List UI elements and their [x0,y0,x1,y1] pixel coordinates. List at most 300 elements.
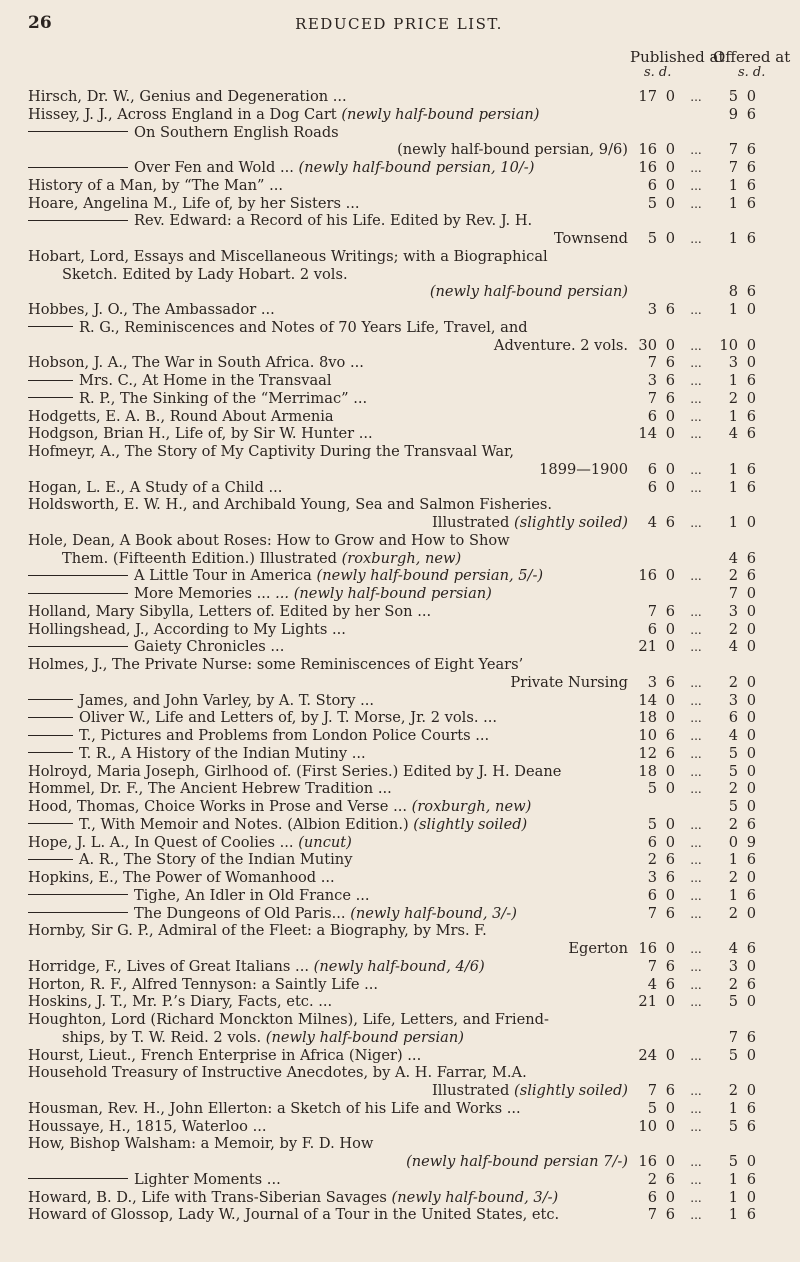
published-shillings: 3 [647,869,657,886]
binding-note: (slightly soiled) [514,1082,628,1099]
entry-title: T. R., A History of the Indian Mutiny ... [79,744,366,762]
entry-title: (newly half-bound persian, 9/6) [397,141,628,159]
leader-dots: ... [690,90,702,104]
published-pence: 0 [665,638,675,656]
published-pence: 0 [665,1046,675,1064]
published-shillings: 21 [638,638,657,656]
entry-title: Holroyd, Maria Joseph, Girlhood of. (First Series.) Edited by J. H. Deane [28,762,562,780]
binding-note: ... (newly half-bound persian) [275,585,492,602]
published-shillings: 6 [647,886,657,904]
published-shillings: 16 [638,159,657,176]
published-shillings: 7 [647,354,657,372]
ditto-dash [28,167,128,168]
offered-shillings: 2 [728,389,738,407]
entry-title: Hopkins, E., The Power of Womanhood ... [28,869,335,886]
leader-dots: ... [690,853,702,868]
ditto-dash [28,752,73,753]
offered-pence: 0 [746,354,756,372]
leader-dots: ... [690,374,702,388]
offered-shillings: 7 [728,141,738,159]
binding-note: (newly half-bound persian) [265,1028,464,1046]
offered-shillings: 1 [728,886,738,904]
published-shillings: 3 [647,673,657,691]
entry-title: Horton, R. F., Alfred Tennyson: a Saintly Life ... [28,975,379,993]
published-shillings: 30 [638,336,657,354]
published-shillings: 5 [647,230,657,247]
leader-dots: ... [690,516,702,530]
entry-title: Illustrated [432,514,510,531]
binding-note: (slightly soiled) [413,815,528,833]
leader-dots: ... [690,782,702,797]
published-shillings: 12 [638,744,657,762]
offered-shillings: 1 [728,851,738,869]
ditto-dash [28,380,73,381]
published-shillings: 5 [647,815,657,833]
published-pence: 6 [665,1082,675,1099]
ditto-dash [28,575,128,576]
leader-dots: ... [690,764,702,779]
offered-shillings: 5 [728,88,738,105]
offered-shillings: 3 [728,602,738,620]
published-pence: 0 [665,88,675,105]
published-shillings: 7 [647,1206,657,1224]
offered-pence: 0 [746,798,756,815]
entry-title: Hommel, Dr. F., The Ancient Hebrew Tradition ... [28,780,392,798]
entry-title: Housman, Rev. H., John Ellerton: a Sketch of his Life and Works ... [28,1099,521,1117]
published-shillings: 2 [647,851,657,869]
offered-pence: 6 [746,549,756,567]
offered-shillings: 5 [728,798,738,815]
leader-dots: ... [690,338,702,353]
leader-dots: ... [690,427,702,442]
offered-shillings: 5 [728,1153,738,1170]
offered-pence: 0 [746,638,756,656]
offered-shillings: 5 [728,1117,738,1135]
offered-shillings: 3 [728,957,738,975]
published-shillings: 18 [638,762,657,780]
offered-pence: 0 [746,904,756,922]
leader-dots: ... [690,462,702,477]
leader-dots: ... [690,622,702,637]
leader-dots: ... [690,906,702,921]
leader-dots: ... [690,888,702,903]
entry-title: Houssaye, H., 1815, Waterloo ... [28,1117,267,1135]
published-pence: 6 [665,975,675,993]
offered-shillings: 1 [728,407,738,425]
offered-shillings: 2 [728,780,738,798]
published-shillings: 6 [647,407,657,425]
entry-title: Hodgetts, E. A. B., Round About Armenia [28,407,334,425]
offered-shillings: 1 [728,230,738,247]
offered-pence: 0 [746,389,756,407]
leader-dots: ... [690,746,702,761]
offered-pence: 0 [746,993,756,1011]
entry-title: Houghton, Lord (Richard Monckton Milnes), Life, Letters, and Friend- [28,1011,549,1028]
offered-shillings: 2 [728,620,738,638]
offered-pence: 6 [746,283,756,301]
entry-title: Rev. Edward: a Record of his Life. Edited by Rev. J. H. [134,212,533,230]
leader-dots: ... [690,569,702,584]
offered-pence: 6 [746,407,756,425]
ditto-dash [28,646,128,647]
ditto-dash [28,894,128,895]
offered-shillings: 1 [728,1206,738,1224]
ditto-dash [28,823,73,824]
leader-dots: ... [690,143,702,158]
offered-shillings: 5 [728,744,738,762]
published-pence: 6 [665,851,675,869]
entry-title: Hood, Thomas, Choice Works in Prose and Verse ... [28,798,407,815]
published-pence: 0 [665,762,675,780]
published-shillings: 3 [647,301,657,318]
leader-dots: ... [690,1048,702,1063]
entry-title: R. P., The Sinking of the “Merrimac” ... [79,389,368,407]
published-pence: 0 [665,691,675,709]
offered-shillings: 3 [728,354,738,372]
published-pence: 6 [665,602,675,620]
published-pence: 0 [665,407,675,425]
published-shillings: 16 [638,141,657,159]
published-shillings: 6 [647,176,657,194]
entry-title: A Little Tour in America [134,567,312,585]
page-header [28,13,770,37]
published-pence: 0 [665,1117,675,1135]
leader-dots: ... [690,232,702,246]
offered-shillings: 9 [728,105,738,123]
published-shillings: 14 [638,425,657,443]
published-shillings: 24 [638,1046,657,1064]
published-shillings: 7 [647,602,657,620]
binding-note: (slightly soiled) [514,514,628,531]
entry-title: Mrs. C., At Home in the Transvaal [79,372,332,389]
offered-shillings: 1 [728,1170,738,1188]
published-pence: 0 [665,176,675,194]
offered-pence: 0 [746,336,756,354]
published-shillings: 5 [647,194,657,212]
ditto-dash [28,1178,128,1179]
offered-shillings: 1 [728,460,738,478]
published-shillings: 10 [638,1117,657,1135]
entry-title: A. R., The Story of the Indian Mutiny [79,851,353,869]
published-shillings: 6 [647,833,657,851]
published-shillings: 10 [638,727,657,744]
entry-title: Gaiety Chronicles ... [134,638,285,656]
entry-title: Hoskins, J. T., Mr. P.’s Diary, Facts, etc. ... [28,993,333,1011]
offered-shillings: 4 [728,549,738,567]
offered-pence: 0 [746,301,756,318]
leader-dots: ... [690,1172,702,1187]
offered-pence: 6 [746,975,756,993]
offered-shillings: 4 [728,940,738,957]
published-pence: 6 [665,957,675,975]
offered-pence: 0 [746,1153,756,1170]
offered-pence: 9 [746,833,756,851]
leader-dots: ... [690,196,702,211]
offered-shillings: 4 [728,727,738,744]
entry-title: T., Pictures and Problems from London Police Courts ... [79,727,490,744]
published-pence: 6 [665,301,675,318]
offered-pence: 0 [746,744,756,762]
leader-dots: ... [690,977,702,992]
offered-pence: 6 [746,815,756,833]
offered-shillings: 5 [728,993,738,1011]
offered-pence: 0 [746,869,756,886]
offered-shillings: 1 [728,176,738,194]
ditto-dash [28,397,73,398]
offered-shillings: 2 [728,904,738,922]
entry-title: Hobbes, J. O., The Ambassador ... [28,301,275,318]
published-shillings: 6 [647,620,657,638]
offered-pence: 6 [746,372,756,389]
leader-dots: ... [690,942,702,956]
offered-pence: 6 [746,1117,756,1135]
list-item [0,1204,800,1226]
offered-shillings: 5 [728,762,738,780]
entry-title: On Southern English Roads [134,123,339,141]
offered-pence: 0 [746,727,756,744]
published-shillings: 5 [647,1099,657,1117]
offered-pence: 6 [746,851,756,869]
entry-title: Sketch. Edited by Lady Hobart. 2 vols. [62,265,348,283]
entry-title: Howard of Glossop, Lady W., Journal of a Tour in the United States, etc. [28,1206,560,1224]
offered-shillings: 2 [728,567,738,585]
published-pence: 0 [665,780,675,798]
offered-pence: 6 [746,425,756,443]
offered-pence: 0 [746,585,756,602]
published-pence: 0 [665,567,675,585]
leader-dots: ... [690,1190,702,1205]
offered-at-heading: Offered at [713,48,791,66]
binding-note: (newly half-bound persian, 10/-) [298,159,535,176]
entry-title: Hirsch, Dr. W., Genius and Degeneration ... [28,88,347,105]
published-shillings: 5 [647,780,657,798]
published-at-heading: Published at [630,48,725,66]
entry-title: History of a Man, by “The Man” ... [28,176,284,194]
offered-shillings: 2 [728,975,738,993]
published-shillings: 7 [647,957,657,975]
binding-note: (uncut) [298,833,352,851]
entry-title: Household Treasury of Instructive Anecdotes, by A. H. Farrar, M.A. [28,1064,527,1082]
published-pence: 0 [665,230,675,247]
entry-title: James, and John Varley, by A. T. Story ... [79,691,375,709]
published-pence: 0 [665,141,675,159]
ditto-dash [28,735,73,736]
published-pence: 0 [665,833,675,851]
published-pence: 0 [665,620,675,638]
published-pence: 6 [665,869,675,886]
entry-title: T., With Memoir and Notes. (Albion Edition.) [79,815,409,833]
offered-pence: 6 [746,886,756,904]
published-pence: 6 [665,514,675,531]
published-shillings: 6 [647,1188,657,1206]
published-pence: 6 [665,744,675,762]
offered-pence: 0 [746,1046,756,1064]
leader-dots: ... [690,1208,702,1223]
leader-dots: ... [690,675,702,690]
leader-dots: ... [690,391,702,406]
published-shillings: 16 [638,567,657,585]
entry-title: Holdsworth, E. W. H., and Archibald Young, Sea and Salmon Fisheries. [28,496,553,514]
published-shillings: 17 [638,88,657,105]
leader-dots: ... [690,1155,702,1169]
published-pence: 0 [665,940,675,957]
leader-dots: ... [690,409,702,424]
offered-pence: 6 [746,1170,756,1188]
published-pence: 0 [665,336,675,354]
entry-title: Lighter Moments ... [134,1170,281,1188]
published-pence: 0 [665,159,675,176]
published-pence: 6 [665,904,675,922]
entry-title: Townsend [553,230,628,247]
published-shillings: 14 [638,691,657,709]
offered-pence: 0 [746,673,756,691]
offered-pence: 0 [746,1082,756,1099]
offered-pence: 0 [746,88,756,105]
leader-dots: ... [690,640,702,655]
entry-text [28,1204,559,1226]
binding-note: (roxburgh, new) [411,798,532,815]
offered-shillings: 2 [728,673,738,691]
offered-pence: 6 [746,1099,756,1117]
entry-title: Holland, Mary Sibylla, Letters of. Edited by her Son ... [28,602,432,620]
entry-title: R. G., Reminiscences and Notes of 70 Years Life, Travel, and [79,318,528,336]
leader-dots: ... [690,1119,702,1134]
entry-title: Holmes, J., The Private Nurse: some Reminiscences of Eight Years’ [28,656,524,673]
entry-title: Over Fen and Wold ... [134,159,294,176]
offered-pence: 0 [746,780,756,798]
published-pence: 0 [665,709,675,727]
ditto-dash [28,131,128,132]
offered-shillings: 10 [719,336,738,354]
binding-note: (newly half-bound, 4/6) [313,957,485,975]
offered-pence: 6 [746,159,756,176]
published-pence: 0 [665,1153,675,1170]
entry-title: Hope, J. L. A., In Quest of Coolies ... [28,833,294,851]
binding-note: (newly half-bound persian 7/-) [406,1153,628,1170]
published-shillings: 4 [647,514,657,531]
leader-dots: ... [690,711,702,726]
offered-units: s. d. [738,65,766,80]
binding-note: (newly half-bound persian, 5/-) [316,567,544,585]
entry-title: 1899—1900 [539,460,628,478]
entry-title: Hole, Dean, A Book about Roses: How to Grow and How to Show [28,531,510,549]
leader-dots: ... [690,693,702,708]
published-shillings: 21 [638,993,657,1011]
offered-pence: 6 [746,230,756,247]
leader-dots: ... [690,1084,702,1098]
leader-dots: ... [690,356,702,371]
ditto-dash [28,717,73,718]
entry-title: Hofmeyr, A., The Story of My Captivity During the Transvaal War, [28,443,515,460]
leader-dots: ... [690,959,702,974]
published-pence: 0 [665,425,675,443]
offered-pence: 6 [746,460,756,478]
published-shillings: 6 [647,478,657,496]
published-pence: 6 [665,727,675,744]
offered-pence: 6 [746,1028,756,1046]
offered-shillings: 5 [728,1046,738,1064]
entry-title: How, Bishop Walsham: a Memoir, by F. D. How [28,1135,374,1153]
offered-shillings: 2 [728,869,738,886]
published-shillings: 7 [647,1082,657,1099]
offered-pence: 6 [746,567,756,585]
entry-title: Hollingshead, J., According to My Lights ... [28,620,346,638]
offered-shillings: 2 [728,815,738,833]
published-shillings: 6 [647,460,657,478]
offered-shillings: 1 [728,372,738,389]
offered-shillings: 7 [728,159,738,176]
published-pence: 6 [665,372,675,389]
entry-title: Horridge, F., Lives of Great Italians ... [28,957,309,975]
offered-shillings: 4 [728,638,738,656]
published-shillings: 2 [647,1170,657,1188]
offered-pence: 6 [746,478,756,496]
offered-pence: 6 [746,141,756,159]
published-pence: 6 [665,673,675,691]
offered-pence: 6 [746,105,756,123]
ditto-dash [28,859,73,860]
offered-shillings: 8 [728,283,738,301]
published-pence: 0 [665,993,675,1011]
leader-dots: ... [690,995,702,1010]
offered-shillings: 6 [728,709,738,727]
entry-title: Hodgson, Brian H., Life of, by Sir W. Hunter ... [28,425,373,443]
offered-pence: 6 [746,176,756,194]
published-shillings: 7 [647,389,657,407]
entry-title: The Dungeons of Old Paris... [134,904,346,922]
published-shillings: 4 [647,975,657,993]
leader-dots: ... [690,161,702,175]
ditto-dash [28,699,73,700]
offered-shillings: 7 [728,1028,738,1046]
published-pence: 0 [665,478,675,496]
published-pence: 6 [665,1206,675,1224]
published-pence: 0 [665,194,675,212]
leader-dots: ... [690,729,702,743]
offered-shillings: 1 [728,1188,738,1206]
leader-dots: ... [690,480,702,495]
offered-shillings: 1 [728,478,738,496]
offered-pence: 0 [746,709,756,727]
page-title: REDUCED PRICE LIST. [295,15,503,33]
offered-shillings: 7 [728,585,738,602]
offered-pence: 0 [746,620,756,638]
price-column-headers [0,48,800,84]
entry-title: Adventure. 2 vols. [493,336,628,354]
leader-dots: ... [690,817,702,832]
leader-dots: ... [690,604,702,619]
binding-note: (roxburgh, new) [341,549,462,567]
published-shillings: 3 [647,372,657,389]
entry-title: Oliver W., Life and Letters of, by J. T. Morse, Jr. 2 vols. ... [79,709,498,727]
binding-note: (newly half-bound, 3/-) [350,904,517,922]
offered-shillings: 4 [728,425,738,443]
entry-title: Egerton [568,940,628,957]
entry-title: Hobson, J. A., The War in South Africa. 8vo ... [28,354,364,372]
entry-title: Hissey, J. J., Across England in a Dog Cart [28,105,337,123]
ditto-dash [28,326,73,327]
offered-pence: 0 [746,762,756,780]
entry-title: Hobart, Lord, Essays and Miscellaneous Writings; with a Biographical [28,247,548,265]
offered-pence: 6 [746,1206,756,1224]
binding-note: (newly half-bound, 3/-) [391,1188,559,1206]
page-number: 26 [28,13,52,33]
offered-pence: 0 [746,1188,756,1206]
published-pence: 0 [665,886,675,904]
offered-shillings: 2 [728,1082,738,1099]
offered-pence: 0 [746,514,756,531]
binding-note: (newly half-bound persian) [341,105,540,123]
